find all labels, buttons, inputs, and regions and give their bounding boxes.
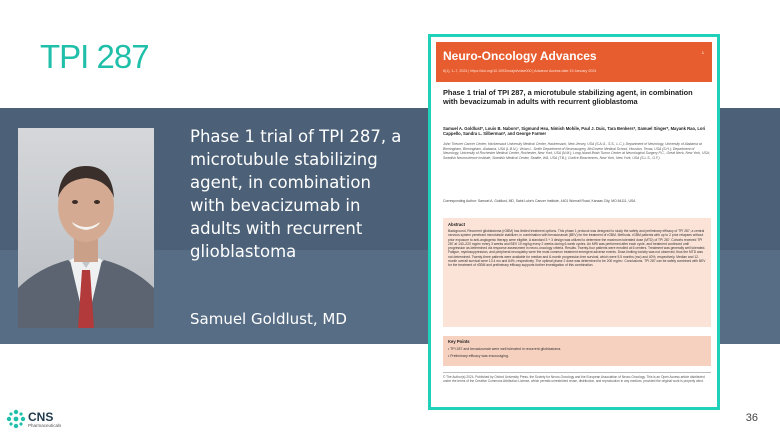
key-points-heading: Key Points <box>448 339 470 344</box>
key-point-item: • Preliminary efficacy was encouraging. <box>448 354 509 358</box>
slide-number: 36 <box>745 412 758 424</box>
paper-page-number: 1 <box>701 50 704 55</box>
cns-logo-icon <box>6 409 26 429</box>
key-points-box <box>443 336 711 366</box>
journal-meta: 6(1), 1–7, 2024 | https://doi.org/10.1093/noajnl/vdae000 | Advance Access date 19 January 2024 <box>443 69 597 73</box>
logo-name: CNS <box>28 410 54 424</box>
paper-preview-frame <box>428 34 720 410</box>
key-point-item: • TPI 287 and bevacizumab were well tolerated in recurrent glioblastoma. <box>448 347 562 351</box>
abstract-box <box>443 218 711 327</box>
journal-name: Neuro-Oncology Advances <box>443 49 597 63</box>
key-point-text: TPI 287 and bevacizumab were well tolerated in recurrent glioblastoma. <box>450 347 562 351</box>
paper-authors: Samuel A. Goldlust*, Louis B. Nabors*, Sigmund Hsu, Nimish Mohile, Paul J. Duic, Tara Benkers*, Samuel Singer*, Mayank Rao, Lori Cappello, Sandra L. Silberman*, and George Farmer <box>443 126 706 137</box>
talk-subtitle: Phase 1 trial of TPI 287, a microtubule stabilizing agent, in combination with bevacizumab in adults with recurrent glioblastoma <box>190 127 402 261</box>
paper-corresponding-author: Corresponding Author: Samuel A. Goldlust, MD, Saint Luke's Cancer Institute, 4401 Wornall Road, Kansas City, MO 64111, USA <box>443 199 636 203</box>
paper-license: © The Author(s) 2024. Published by Oxford University Press, the Society for Neuro-Oncology and the European Association of Neuro-Oncology. This is an Open Access article distributed under the terms of the Creative Commons Attribution License, which permits unrestricted reuse, distribution, and reproduction in any medium, provided the original work is properly cited. <box>443 372 711 383</box>
abstract-heading: Abstract <box>448 222 465 227</box>
abstract-text: Background. Recurrent glioblastoma (rGBM) has limited treatment options. This phase 1 protocol was designed to study the safety and preliminary efficacy of TPI 287, a central nervous system penetrant microtubule stabilizer, in combination with bevacizumab (BEV) for the treatment of rGBM. Methods. rGBM patients with up to 2 prior relapses without prior exposure to anti-angiogenic therapy were eligible. A standard 3 + 3 design was utilized to determine the maximum tolerated dose (MTD) of TPI 287. Cohorts received TPI 287 at 140–220 mg/m² every 3 weeks and BEV 10 mg/kg every 2 weeks during 6-week cycles. An MRI was performed after each cycle, and treatment continued until progression as determined via response assessment in neuro-oncology criteria. Results. Twenty-four patients were enrolled at 6 centers. Treatment was generally well tolerated. Fatigue, myelosuppression, and peripheral neuropathy were the most common treatment emergent adverse events. Dose-limiting toxicity was not observed, thus the MTD was not determined. Twenty-three patients were available for median and 6-month progression-free survival, which were 5.5 months (mo) and 40%, respectively. Median and 12-month overall survival were 13.4 mo and 64%, respectively. The optimal phase 2 dose was determined to be 200 mg/m². Conclusions. TPI 287 can be safely combined with BEV for the treatment of rGBM and preliminary efficacy supports further investigation of this combination. <box>448 229 706 268</box>
journal-header <box>436 42 712 82</box>
logo-subtitle: Pharmaceuticals <box>28 423 62 428</box>
paper-preview <box>436 42 712 402</box>
paper-affiliations: John Theurer Cancer Center, Hackensack University Medical Center, Hackensack, New Jersey, USA (S.A.G., S.S., L.C.); Department of Neurology, University of Alabama at Birmingham, Birmingham, Alabama, USA (L.B.N.); Vivian L. Smith Department of Neurosurgery, McGovern Medical School, Houston, Texas, USA (S.H.); Department of Neurology, University of Rochester Medical Center, Rochester, New York, USA (N.M.); Long Island Brain Tumor Center at Neurological Surgery P.C., Great Neck, New York, USA; Swedish Neuroscience Institute, Swedish Medical Center, Seattle, WA, USA (T.B.); Cortice Biosciences, New York, New York, USA (S.L.S., G.F.) <box>443 142 710 160</box>
cns-logo <box>6 408 76 432</box>
speaker-name: Samuel Goldlust, MD <box>190 310 347 328</box>
paper-title: Phase 1 trial of TPI 287, a microtubule stabilizing agent, in combination with bevacizumab in adults with recurrent glioblastoma <box>443 88 693 106</box>
speaker-photo <box>18 128 154 328</box>
key-point-text: Preliminary efficacy was encouraging. <box>450 354 509 358</box>
slide-title: TPI 287 <box>40 38 149 75</box>
